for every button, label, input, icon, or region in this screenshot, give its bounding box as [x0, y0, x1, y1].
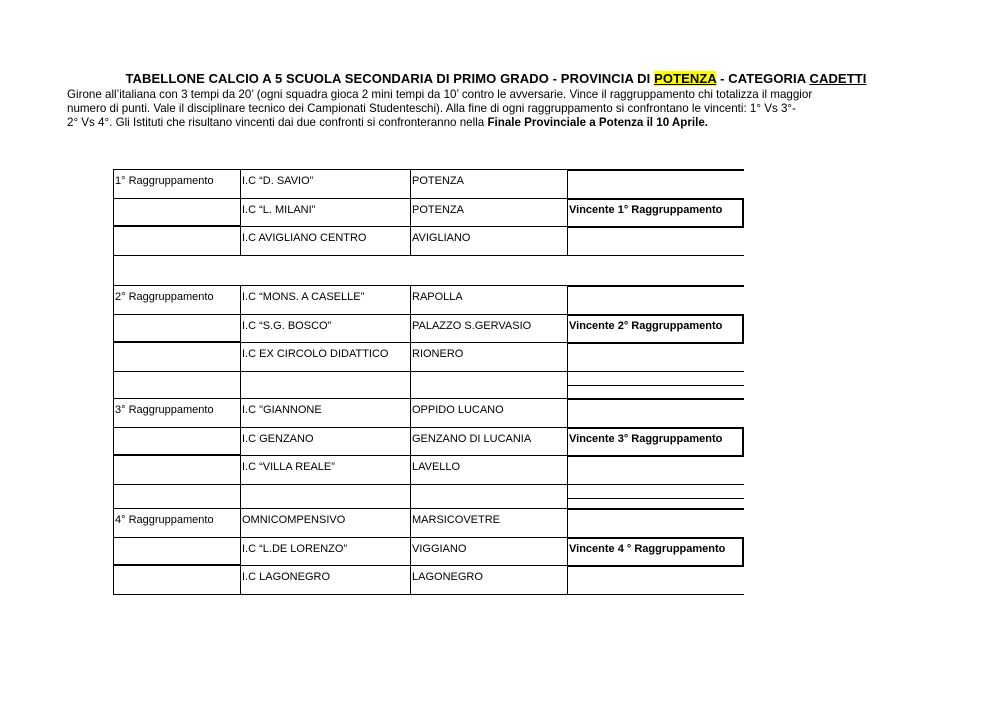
winner-box-rule: [567, 428, 744, 429]
description-line-1: Girone all’italiana con 3 tempi da 20’ (ogni squadra gioca 2 mini tempi da 10’ contro le avversarie. Vince il raggruppamento chi totalizza il maggior: [67, 88, 813, 101]
group-label: 2° Raggruppamento: [115, 291, 214, 303]
table-rule: [113, 342, 567, 343]
winner-box-rule: [567, 566, 744, 567]
table-rule: [113, 398, 567, 399]
school-name: I.C “MONS. A CASELLE”: [242, 291, 365, 303]
school-town: LAGONEGRO: [412, 571, 483, 583]
table-rule: [113, 484, 567, 485]
final-info: Finale Provinciale a Potenza il 10 Aprile.: [487, 116, 709, 129]
label-cell-rule: [113, 564, 240, 565]
winner-box-rule: [567, 371, 744, 372]
school-name: I.C GENZANO: [242, 432, 314, 445]
school-town: POTENZA: [412, 203, 464, 216]
winner-box-rule: [567, 399, 744, 400]
school-town: PALAZZO S.GERVASIO: [412, 319, 532, 332]
table-rule: [113, 455, 567, 456]
winner-box-rule: [567, 255, 744, 256]
title-text-category: - CATEGORIA: [716, 71, 810, 86]
winner-box-rule: [567, 170, 744, 171]
school-name: I.C "GIANNONE: [242, 404, 322, 416]
school-town: AVIGLIANO: [412, 232, 471, 244]
school-name: I.C “VILLA REALE”: [242, 461, 335, 473]
school-town: VIGGIANO: [412, 542, 467, 555]
school-name: I.C “L. MILANI”: [242, 203, 316, 216]
winner-placeholder: Vincente 4 ° Raggruppamento: [569, 542, 726, 555]
table-rule: [113, 537, 567, 538]
table-rule: [240, 484, 241, 508]
winner-box-rule: [567, 227, 744, 228]
school-town: RAPOLLA: [412, 291, 463, 303]
school-town: MARSICOVETRE: [412, 514, 501, 526]
winner-box-rule: [567, 498, 744, 499]
school-name: OMNICOMPENSIVO: [242, 514, 346, 526]
winner-box-rule: [567, 594, 744, 595]
table-rule: [113, 427, 567, 428]
school-town: OPPIDO LUCANO: [412, 404, 504, 416]
table-rule: [113, 371, 567, 372]
school-town: POTENZA: [412, 175, 464, 187]
winner-box-rule: [567, 315, 744, 316]
table-rule: [113, 594, 567, 595]
school-town: GENZANO DI LUCANIA: [412, 432, 532, 445]
table-rule: [567, 484, 568, 508]
school-name: I.C “L.DE LORENZO”: [242, 542, 348, 555]
table-rule: [410, 371, 411, 398]
table-rule: [113, 198, 567, 199]
table-rule: [240, 371, 241, 398]
table-rule: [113, 285, 567, 286]
winner-box-rule: [567, 385, 744, 386]
winner-box-rule: [567, 509, 744, 510]
table-rule: [113, 484, 114, 508]
province-highlight: POTENZA: [654, 71, 717, 86]
table-rule: [113, 314, 567, 315]
winner-box-rule: [567, 538, 744, 539]
category-label: CADETTI: [809, 71, 867, 86]
table-rule: [113, 565, 567, 566]
winner-box-rule: [567, 343, 744, 344]
winner-box-rule: [567, 456, 744, 457]
table-rule: [410, 484, 411, 508]
table-rule: [113, 508, 567, 509]
school-town: LAVELLO: [412, 461, 461, 473]
school-town: RIONERO: [412, 348, 464, 360]
school-name: I.C EX CIRCOLO DIDATTICO: [242, 348, 389, 360]
winner-placeholder: Vincente 1° Raggruppamento: [569, 203, 723, 216]
winner-placeholder: Vincente 3° Raggruppamento: [569, 432, 723, 445]
school-name: I.C LAGONEGRO: [242, 571, 331, 583]
table-rule: [113, 169, 567, 170]
winner-placeholder: Vincente 2° Raggruppamento: [569, 319, 723, 332]
table-rule: [113, 255, 567, 256]
table-rule: [113, 255, 114, 285]
group-label: 4° Raggruppamento: [115, 514, 214, 526]
table-rule: [113, 371, 114, 398]
school-name: I.C “D. SAVIO”: [242, 175, 314, 187]
description-line-3-text: 2° Vs 4°. Gli Istituti che risultano vincenti dai due confronti si confronteranno nella: [67, 116, 488, 129]
group-label: 1° Raggruppamento: [115, 175, 214, 187]
title-text: TABELLONE CALCIO A 5 SCUOLA SECONDARIA DI PRIMO GRADO - PROVINCIA DI: [125, 71, 655, 86]
table-rule: [113, 226, 567, 227]
school-name: I.C “S.G. BOSCO”: [242, 319, 332, 332]
school-name: I.C AVIGLIANO CENTRO: [242, 232, 367, 244]
label-cell-rule: [113, 341, 240, 342]
winner-box-rule: [567, 484, 744, 485]
label-cell-rule: [113, 225, 240, 226]
group-label: 3° Raggruppamento: [115, 404, 214, 416]
description-line-2: numero di punti. Vale il disciplinare tecnico dei Campionati Studenteschi). Alla fine di ogni raggruppamento si confrontano le vincenti: 1° Vs 3°-: [67, 102, 796, 115]
winner-box-rule: [567, 286, 744, 287]
winner-box-rule: [567, 199, 744, 200]
label-cell-rule: [113, 454, 240, 455]
